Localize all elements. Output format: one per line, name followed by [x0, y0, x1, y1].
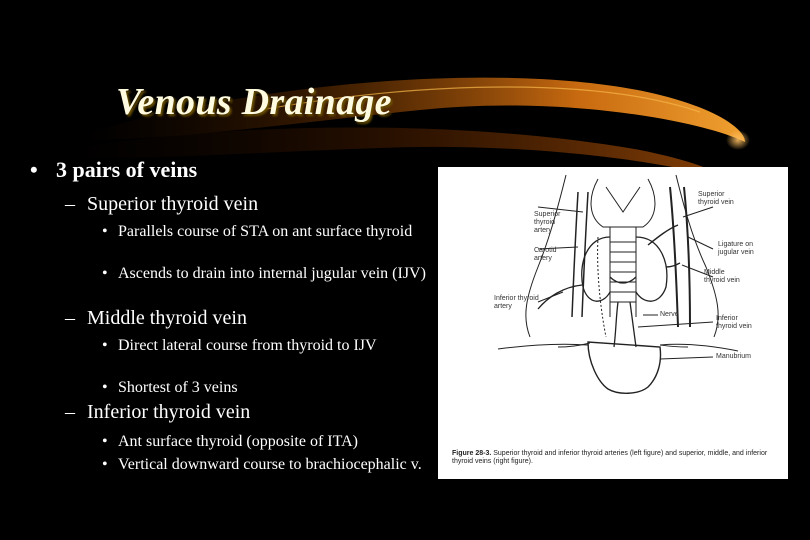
middle-heading-text: Middle thyroid vein: [87, 307, 247, 329]
anatomy-figure: [438, 167, 788, 479]
label-superior-thyroid-artery: Superior thyroid artery: [534, 211, 561, 234]
bullet-marker: •: [102, 265, 108, 282]
thyroid-vein-illustration: [438, 167, 788, 447]
caption-number: Figure 28-3.: [452, 450, 492, 457]
label-manubrium: Manubrium: [716, 353, 752, 360]
label-ligature-jugular: Ligature on jugular vein: [718, 241, 754, 256]
bullet-marker: •: [102, 337, 108, 354]
superior-item-1-text: Parallels course of STA on ant surface thyroid: [118, 223, 413, 240]
bullet-marker: •: [102, 223, 108, 240]
label-inferior-thyroid-vein: Inferior thyroid vein: [716, 315, 752, 330]
label-nerve: Nerve: [660, 311, 679, 318]
middle-item-1: [102, 337, 432, 354]
label-superior-thyroid-vein: Superior thyroid vein: [698, 191, 734, 206]
main-bullet: [30, 157, 197, 183]
middle-heading: [65, 307, 247, 330]
dash-marker: –: [65, 193, 75, 215]
label-carotid-artery: Carotid artery: [534, 247, 557, 262]
dash-marker: –: [65, 401, 75, 423]
middle-item-2: [102, 379, 432, 396]
superior-heading-text: Superior thyroid vein: [87, 193, 259, 215]
inferior-item-2: [102, 456, 432, 473]
inferior-heading: [65, 401, 250, 424]
superior-item-2: [102, 265, 432, 282]
bullet-marker: •: [102, 433, 108, 450]
dash-marker: –: [65, 307, 75, 329]
inferior-item-1: [102, 433, 432, 450]
superior-item-2-text: Ascends to drain into internal jugular vein (IJV): [118, 265, 426, 282]
caption-text: Superior thyroid and inferior thyroid arteries (left figure) and superior, middle, and inferior thyroid veins (right figure).: [452, 450, 768, 465]
middle-item-1-text: Direct lateral course from thyroid to IJV: [118, 337, 377, 354]
superior-heading: [65, 193, 258, 216]
inferior-item-1-text: Ant surface thyroid (opposite of ITA): [118, 433, 358, 450]
label-middle-thyroid-vein: Middle thyroid vein: [704, 269, 740, 284]
figure-caption: [452, 450, 782, 466]
bullet-marker: •: [102, 456, 108, 473]
main-bullet-text: 3 pairs of veins: [56, 157, 198, 182]
superior-item-1: [102, 223, 432, 240]
inferior-item-2-text: Vertical downward course to brachiocephalic v.: [118, 456, 422, 473]
bullet-marker: •: [30, 157, 38, 182]
middle-item-2-text: Shortest of 3 veins: [118, 379, 238, 396]
inferior-heading-text: Inferior thyroid vein: [87, 401, 251, 423]
bullet-marker: •: [102, 379, 108, 396]
slide-title: Venous Drainage: [116, 81, 392, 123]
label-inferior-thyroid-artery: Inferior thyroid artery: [494, 295, 539, 310]
